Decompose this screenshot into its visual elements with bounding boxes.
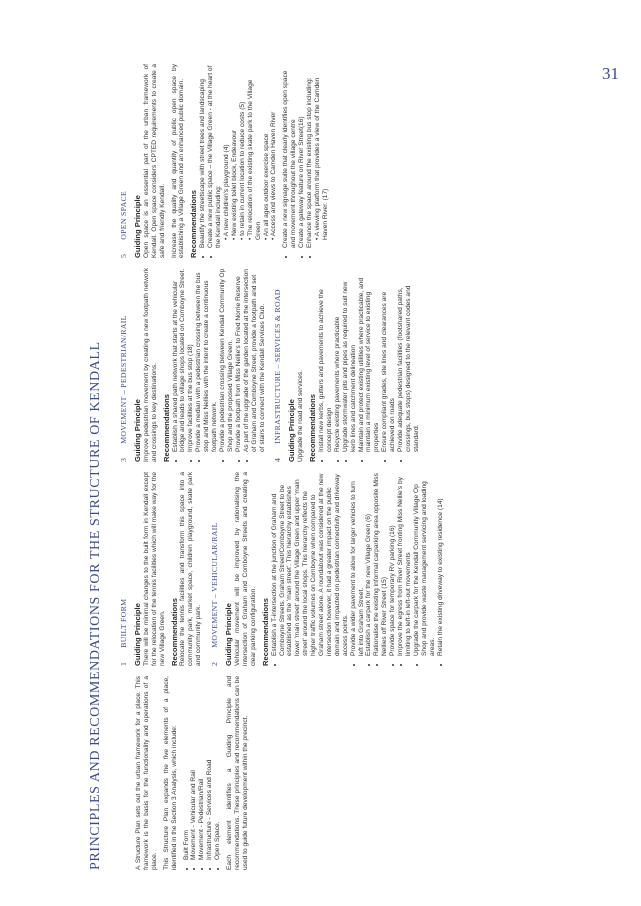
element-list — [183, 676, 223, 870]
list-item: • Built Form — [183, 676, 191, 860]
list-item: • Beautify the streetscape with street trees and landscaping — [199, 64, 207, 248]
recommendation-list — [271, 472, 445, 666]
list-item-text: Create a new public space – the Village Green - at the heart of the Kendall including: — [207, 65, 223, 248]
recommendation-list — [172, 268, 267, 462]
columns — [118, 60, 613, 870]
page-title: PRINCIPLES AND RECOMMENDATIONS FOR THE STRUCTURE OF KENDALL — [88, 341, 103, 870]
list-item: • Maintain and protect existing utilities where practicable, and maintain a minimum existing level of service to existing properties — [358, 268, 382, 452]
section-title: MOVEMENT – PEDESTRIAN/RAIL — [119, 315, 128, 444]
recommendation-list — [199, 64, 330, 258]
list-item: • Infrastructure - Services and Road — [206, 676, 214, 860]
guiding-principle-label: Guiding Principle — [287, 399, 297, 462]
sub-list-item: • to retain in current location to reduce costs (5) — [239, 64, 247, 240]
list-item: • Rationalise the existing informal carparking area opposite Miss Nellies off River Street (15) — [373, 472, 389, 656]
list-item — [207, 64, 278, 248]
list-item: • Establish a carpark for the new Village Green (6) — [365, 472, 373, 656]
list-item: • Improve the egress from River Street fronting Miss Nellie's by limiting to left-in left-out movements — [397, 472, 413, 656]
section-heading-vehicular — [211, 472, 219, 666]
section-number: 2 — [210, 661, 220, 666]
recommendations-label: Recommendations — [161, 394, 171, 462]
list-item: • Ensure compliant grades, site lines and clearances are achieved on roads — [381, 268, 397, 452]
intro-paragraph: Each element identifies a Guiding Principle and recommendations. These principles and recommendations can be used to guide future development within the precinct. — [226, 676, 249, 870]
section-number: 3 — [119, 457, 128, 462]
list-item: • Open Space. — [214, 676, 222, 860]
list-item: • Provide a footpath from Miss Nellie's to Fred Norrie Reserve — [235, 268, 243, 452]
list-item: • Establish a T-intersection at the junction of Graham and Comboyne Streets. Graham Street/Comboyne Street to be established as the 'main street'. This hierarchy establishes lower 'main street' around the Village Green and upper 'main street' around the local shops. This hierarchy reflects the higher traffic volumes on Comboyne when compared to Graham street alone. A roundabout was considered at the new intersection however, it had a greater impact on the public domain and impacted on pedestrian connectivity and driveway access points. — [271, 472, 350, 656]
intro-paragraph: This Structure Plan expands the five elements of a place, identified in the Section 3 Analysis, which include: — [162, 676, 178, 870]
list-item: • Provide a wider pavement to allow for larger vehicles to turn left into Graham Street. — [350, 472, 366, 656]
list-item: • Provide adequate pedestrian facilities (footshared paths, crossings, bus stops) designed to the relevant codes and standard. — [397, 268, 421, 452]
sub-list-item: • An all ages outdoor exercise space — [263, 64, 271, 240]
sub-list-item: • The relocation of the existing skate park to the Village Green — [247, 64, 263, 240]
section-title: INFRASTRUCTURE – SERVICES & ROAD — [273, 289, 283, 444]
section-heading-infrastructure — [274, 268, 282, 462]
recommendations-label: Recommendations — [169, 598, 179, 666]
list-item: • Movement - Vehicular and Rail — [190, 676, 198, 860]
list-item: • Upgrade stormwater pits and pipes as required to suit new kerb lines and catchment delineation — [342, 268, 358, 452]
sub-list-item: • A new children's playground (4) — [223, 64, 231, 240]
list-item: • Provide space for temporary RV parking (16) — [389, 472, 397, 656]
sub-list-item: • Access and views to Camden Haven River — [270, 64, 278, 240]
built-form-vehicular-column — [118, 472, 613, 666]
open-space-column — [118, 64, 613, 258]
section-heading-pedestrian — [120, 268, 128, 462]
section-heading-built-form — [120, 472, 128, 666]
list-item: • Movement - Pedestrian/Rail — [198, 676, 206, 860]
section-title: OPEN SPACE — [119, 190, 128, 240]
list-item-text: Enhance the space around the existing bus stop including: — [306, 77, 314, 248]
page-number: 31 — [602, 64, 619, 83]
list-item: • Upgrade the carpark for the Kendall Community Village Op Shop and provide waste management servicing and loading areas. — [413, 472, 437, 656]
guiding-principle-label: Guiding Principle — [132, 195, 142, 258]
list-item: • Improve facilities at the bus stop (18) — [187, 268, 195, 452]
sub-list-item: • A viewing platform that provides a view of the Camden Haven River. (17) — [314, 64, 330, 240]
recommendations-label: Recommendations — [308, 394, 318, 462]
section-number: 1 — [119, 661, 128, 666]
section-heading-open-space — [120, 64, 128, 258]
sub-list — [314, 64, 330, 248]
pedestrian-infrastructure-column — [118, 268, 613, 462]
section-number: 5 — [119, 253, 128, 258]
guiding-principle-text: There will be minimal changes to the built form in Kendall except for the relocation of the tennis facilities which will make way for the new Village Green. — [142, 472, 166, 666]
guiding-principle-label: Guiding Principle — [132, 399, 142, 462]
list-item: • Provide a pedestrian crossing between Kendall Community Op Shop and the proposed Village Green. — [219, 268, 235, 452]
section-title: BUILT FORM — [119, 598, 128, 648]
guiding-principle-label: Guiding Principle — [132, 603, 142, 666]
list-item: • Recycle existing pavements where practicable — [334, 268, 342, 452]
recommendations-text: Relocate the tennis facilities and transform this space into a community park, market space, children playground, skate park and community park. — [179, 472, 203, 666]
rotated-document — [88, 60, 613, 870]
guiding-principle-text: Open space is an essential part of the urban framework of Kendall. Open space considers CPTED requirements to create a safe and friendly Kendall. — [142, 64, 166, 258]
recommendations-label: Recommendations — [189, 190, 199, 258]
list-item — [306, 64, 330, 248]
list-item: • Establish a shared path network that starts at the vehicular bridge and leads to village shops located on Comboyne Street. — [172, 268, 188, 452]
sub-list — [223, 64, 278, 248]
recommendation-list — [318, 268, 421, 462]
list-item: • Install new kerbs, gutters and pavements to achieve the concept design — [318, 268, 334, 452]
guiding-principle-text: Increase the quality and quantity of public open space by establishing a Village Green and an enhanced public domain. — [170, 64, 186, 258]
section-number: 4 — [273, 457, 283, 462]
intro-column — [118, 676, 613, 870]
guiding-principle-text: Improve pedestrian movement by creating a new footpath network and crossings to key destinations. — [142, 268, 158, 462]
sub-list-item: • New existing toilet block, Endeavour — [231, 64, 239, 240]
recommendations-label: Recommendations — [260, 598, 270, 666]
guiding-principle-text: Upgrade the road and services. — [297, 369, 305, 462]
section-title: MOVEMENT – VEHICULAR/RAIL — [210, 522, 220, 648]
list-item: • Create a gateway feature on River Street(16) — [298, 64, 306, 248]
guiding-principle-text: Vehicular movement will be improved by rationalising the intersection of Graham and Comboyne Streets and creating a clear parking configuration. — [233, 472, 257, 666]
list-item: • Retain the existing driveway to existing residence (14) — [437, 472, 445, 656]
list-item: • Create a new signage suite that clearly identifies open space and movement throughout the village centre — [282, 64, 298, 248]
list-item: • Provide a median with a pedestrian crossing between the bus stop and Miss Nellies with the intent to create a continuous footpath network. — [195, 268, 219, 452]
intro-paragraph: A Structure Plan sets out the urban framework for a place. This framework is the basis for the functionality and operations of a place. — [135, 676, 158, 870]
list-item: • As part of the upgrade of the garden located at the intersection of Graham and Comboyne Street, provide a footpath and set of stairs to connect with the Kendall Services Club. — [243, 268, 267, 452]
guiding-principle-label: Guiding Principle — [224, 603, 234, 666]
